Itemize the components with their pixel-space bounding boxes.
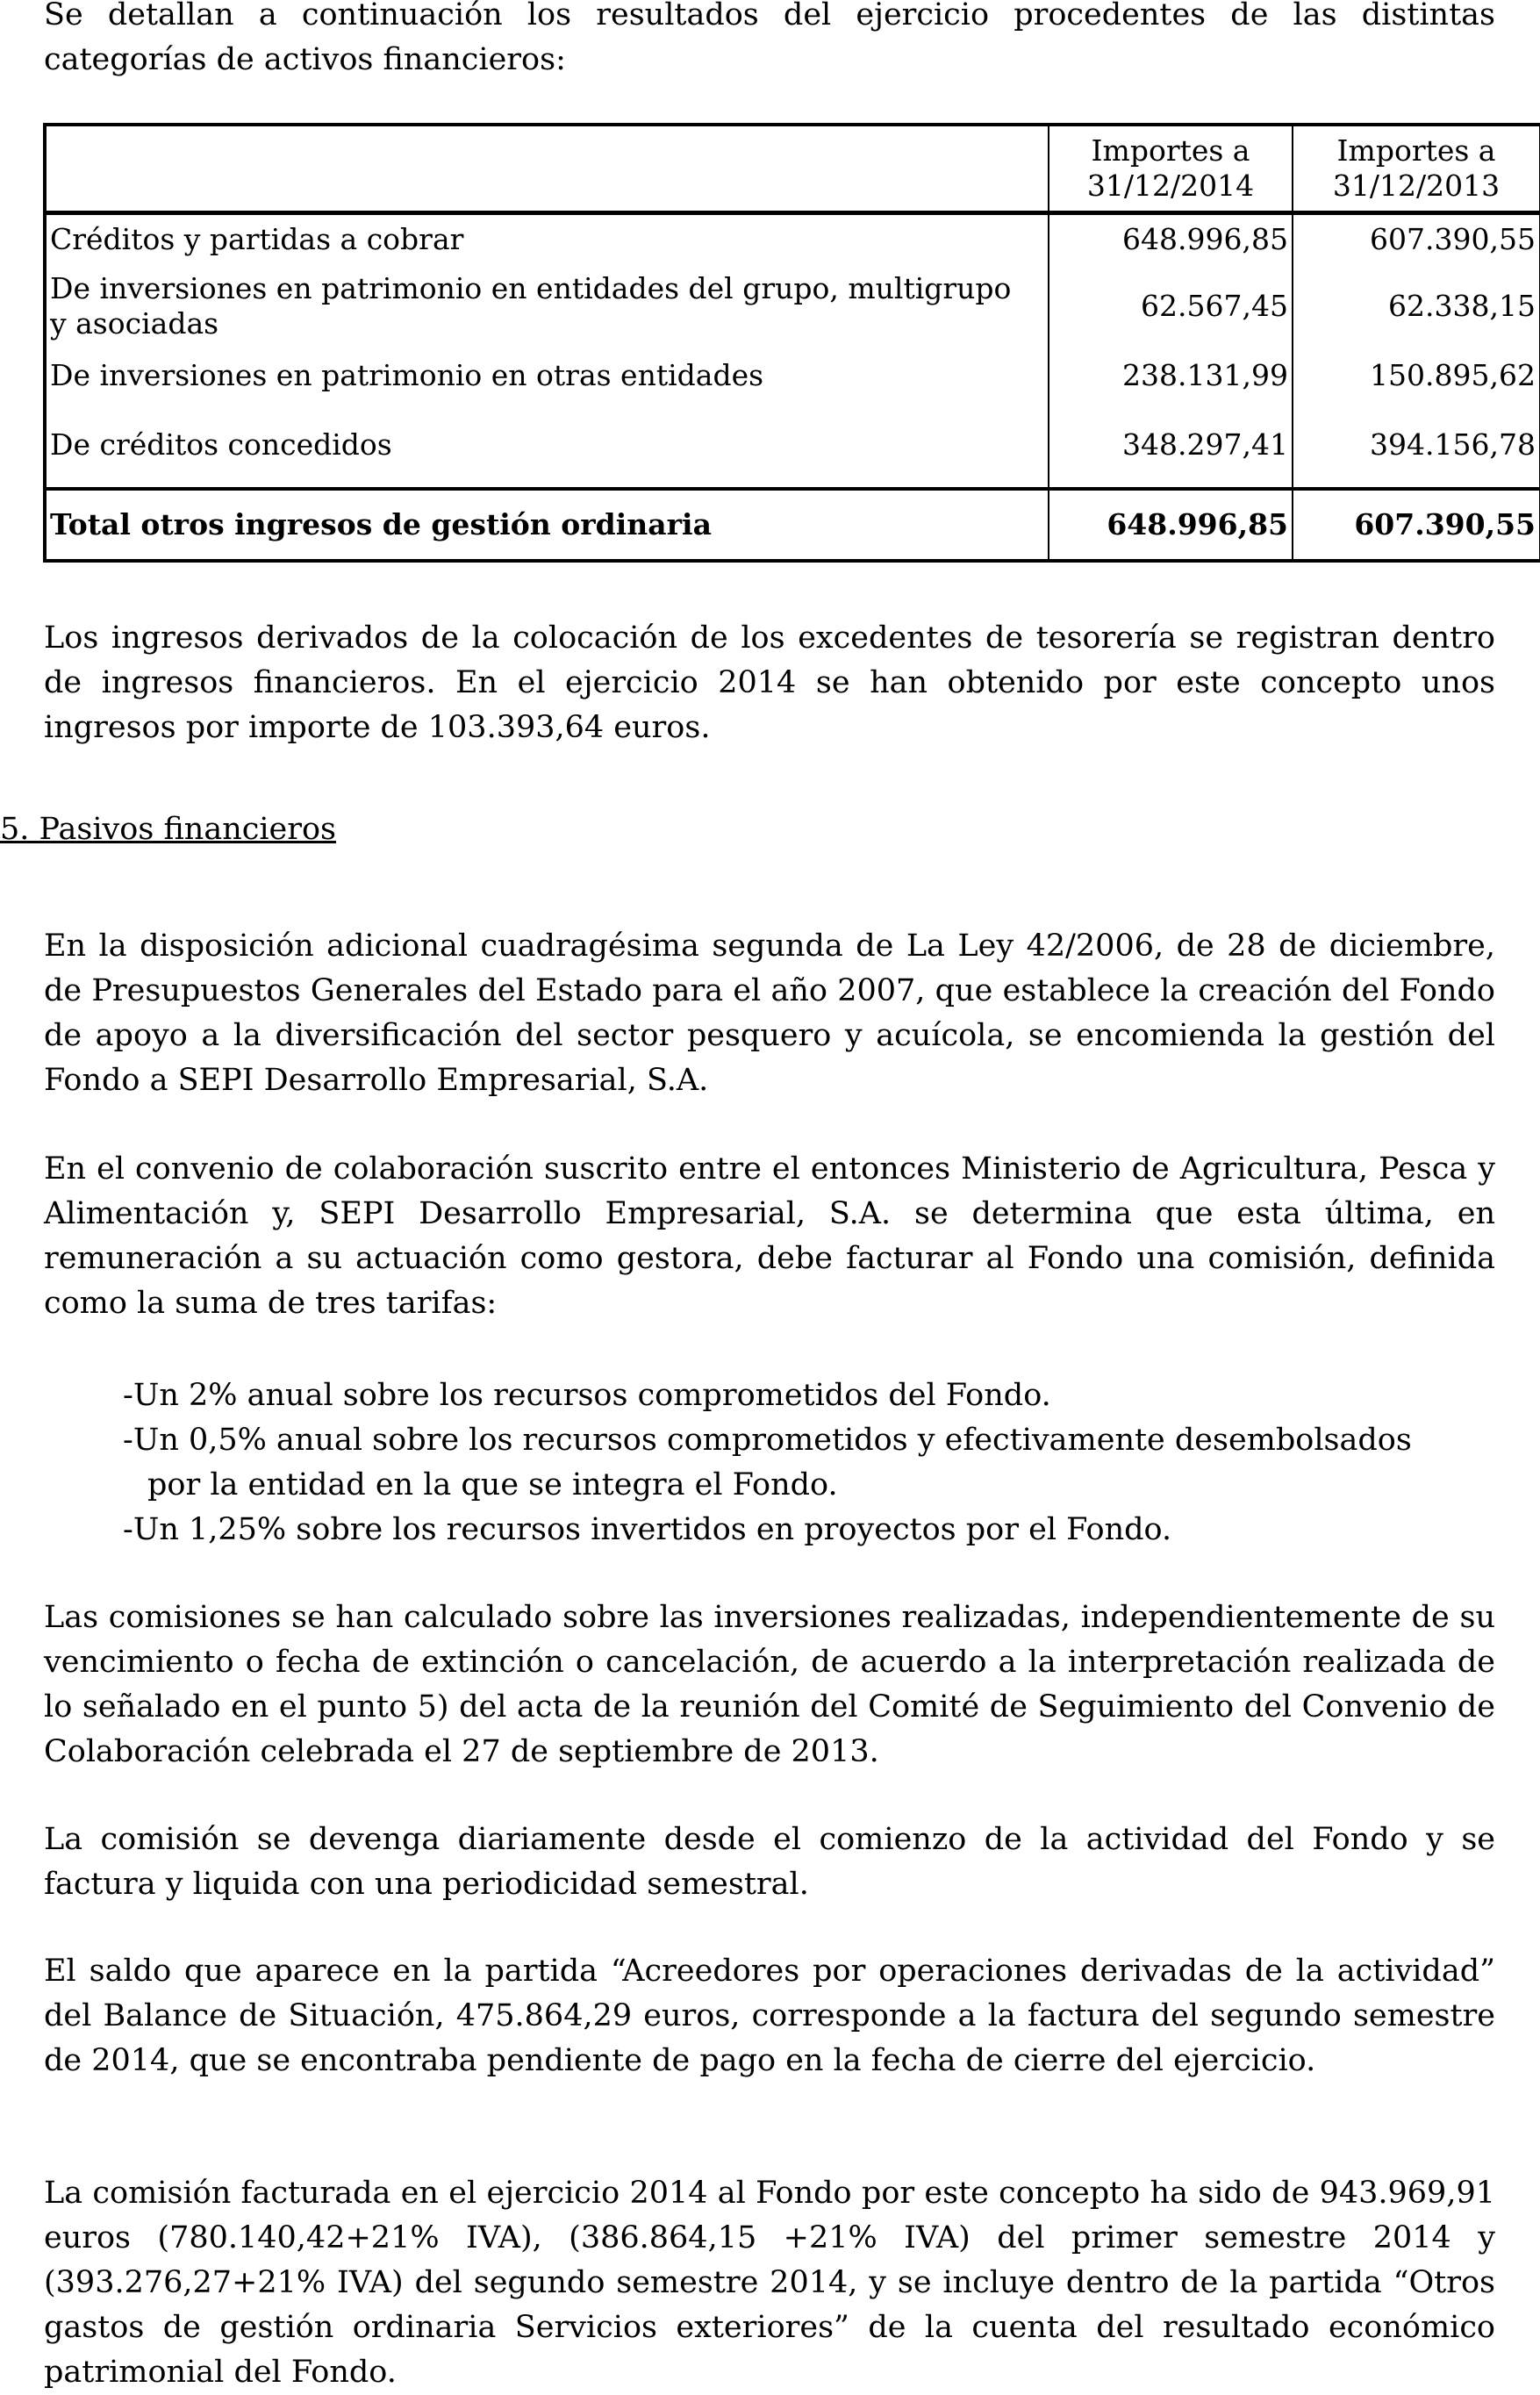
excedentes-paragraph: Los ingresos derivados de la colocación de los excedentes de tesorería se registran dentro de ingresos financieros. En el ejercicio 2014 se han obtenido por este concepto unos ingresos por importe de 103.393,64 euros. bbox=[44, 620, 1495, 745]
table-total-row bbox=[45, 489, 1540, 561]
row-label: De inversiones en patrimonio en entidades del grupo, multigrupo y asociadas bbox=[45, 264, 1049, 348]
table-row bbox=[45, 403, 1540, 489]
row-value-2014: 62.567,45 bbox=[1049, 264, 1293, 348]
row-value-2014: 238.131,99 bbox=[1049, 348, 1293, 403]
disposicion-paragraph: En la disposición adicional cuadragésima segunda de La Ley 42/2006, de 28 de diciembre, de Presupuestos Generales del Estado para el año 2007, que establece la creación del Fondo de apoyo a la diversificación del sector pesquero y acuícola, se encomienda la gestión del Fondo a SEPI Desarrollo Empresarial, S.A. bbox=[44, 929, 1495, 1098]
total-value-2013: 607.390,55 bbox=[1293, 489, 1540, 561]
table-row bbox=[45, 213, 1540, 264]
saldo-paragraph: El saldo que aparece en la partida “Acreedores por operaciones derivadas de la actividad” del Balance de Situación, 475.864,29 euros, corresponde a la factura del segundo semestre de 2014, que se encontraba pendiente de pago en la fecha de cierre del ejercicio. bbox=[44, 1954, 1495, 2078]
tarifa-text-continuation: por la entidad en la que se integra el Fondo. bbox=[147, 1467, 838, 1502]
intro-paragraph: Se detallan a continuación los resultados del ejercicio procedentes de las distintas categorías de activos financieros: bbox=[44, 0, 1495, 77]
facturada-paragraph: La comisión facturada en el ejercicio 2014 al Fondo por este concepto ha sido de 943.969,91 euros (780.140,42+21% IVA), (386.864,15 +21% IVA) del primer semestre 2014 y (393.276,27+21% IVA) del segundo semestre 2014, y se incluye dentro de la partida “Otros gastos de gestión ordinaria Servicios exteriores” de la cuenta del resultado económico patrimonial del Fondo. bbox=[44, 2176, 1495, 2390]
tarifa-text: -Un 0,5% anual sobre los recursos comprometidos y efectivamente desembolsados bbox=[123, 1423, 1412, 1458]
row-value-2013: 62.338,15 bbox=[1293, 264, 1540, 348]
row-label: Créditos y partidas a cobrar bbox=[45, 213, 1049, 264]
row-value-2014: 348.297,41 bbox=[1049, 403, 1293, 489]
tarifa-item bbox=[123, 1418, 1495, 1508]
row-label: De créditos concedidos bbox=[45, 403, 1049, 489]
row-value-2013: 607.390,55 bbox=[1293, 213, 1540, 264]
tarifa-item: -Un 1,25% sobre los recursos invertidos en proyectos por el Fondo. bbox=[123, 1512, 1172, 1547]
row-value-2013: 394.156,78 bbox=[1293, 403, 1540, 489]
tarifa-item: -Un 2% anual sobre los recursos comprometidos del Fondo. bbox=[123, 1378, 1051, 1413]
convenio-paragraph: En el convenio de colaboración suscrito entre el entonces Ministerio de Agricultura, Pesca y Alimentación y, SEPI Desarrollo Empresarial, S.A. se determina que esta última, en remuneración a su actuación como gestora, debe facturar al Fondo una comisión, definida como la suma de tres tarifas: bbox=[44, 1151, 1495, 1321]
table-header-row bbox=[45, 125, 1540, 213]
devenga-paragraph: La comisión se devenga diariamente desde el comienzo de la actividad del Fondo y se factura y liquida con una periodicidad semestral. bbox=[44, 1822, 1495, 1902]
row-label: De inversiones en patrimonio en otras entidades bbox=[45, 348, 1049, 403]
table-row bbox=[45, 264, 1540, 348]
total-value-2014: 648.996,85 bbox=[1049, 489, 1293, 561]
header-cell-2014: Importes a 31/12/2014 bbox=[1049, 125, 1293, 213]
total-label: Total otros ingresos de gestión ordinaria bbox=[45, 489, 1049, 561]
financial-results-table bbox=[43, 123, 1540, 563]
section-heading: 5. Pasivos financieros bbox=[0, 812, 337, 847]
row-value-2013: 150.895,62 bbox=[1293, 348, 1540, 403]
table-row bbox=[45, 348, 1540, 403]
row-value-2014: 648.996,85 bbox=[1049, 213, 1293, 264]
comisiones-paragraph: Las comisiones se han calculado sobre las inversiones realizadas, independientemente de su vencimiento o fecha de extinción o cancelación, de acuerdo a la interpretación realizada de lo señalado en el punto 5) del acta de la reunión del Comité de Seguimiento del Convenio de Colaboración celebrada el 27 de septiembre de 2013. bbox=[44, 1600, 1495, 1769]
header-cell-2013: Importes a 31/12/2013 bbox=[1293, 125, 1540, 213]
header-cell-label bbox=[45, 125, 1049, 213]
